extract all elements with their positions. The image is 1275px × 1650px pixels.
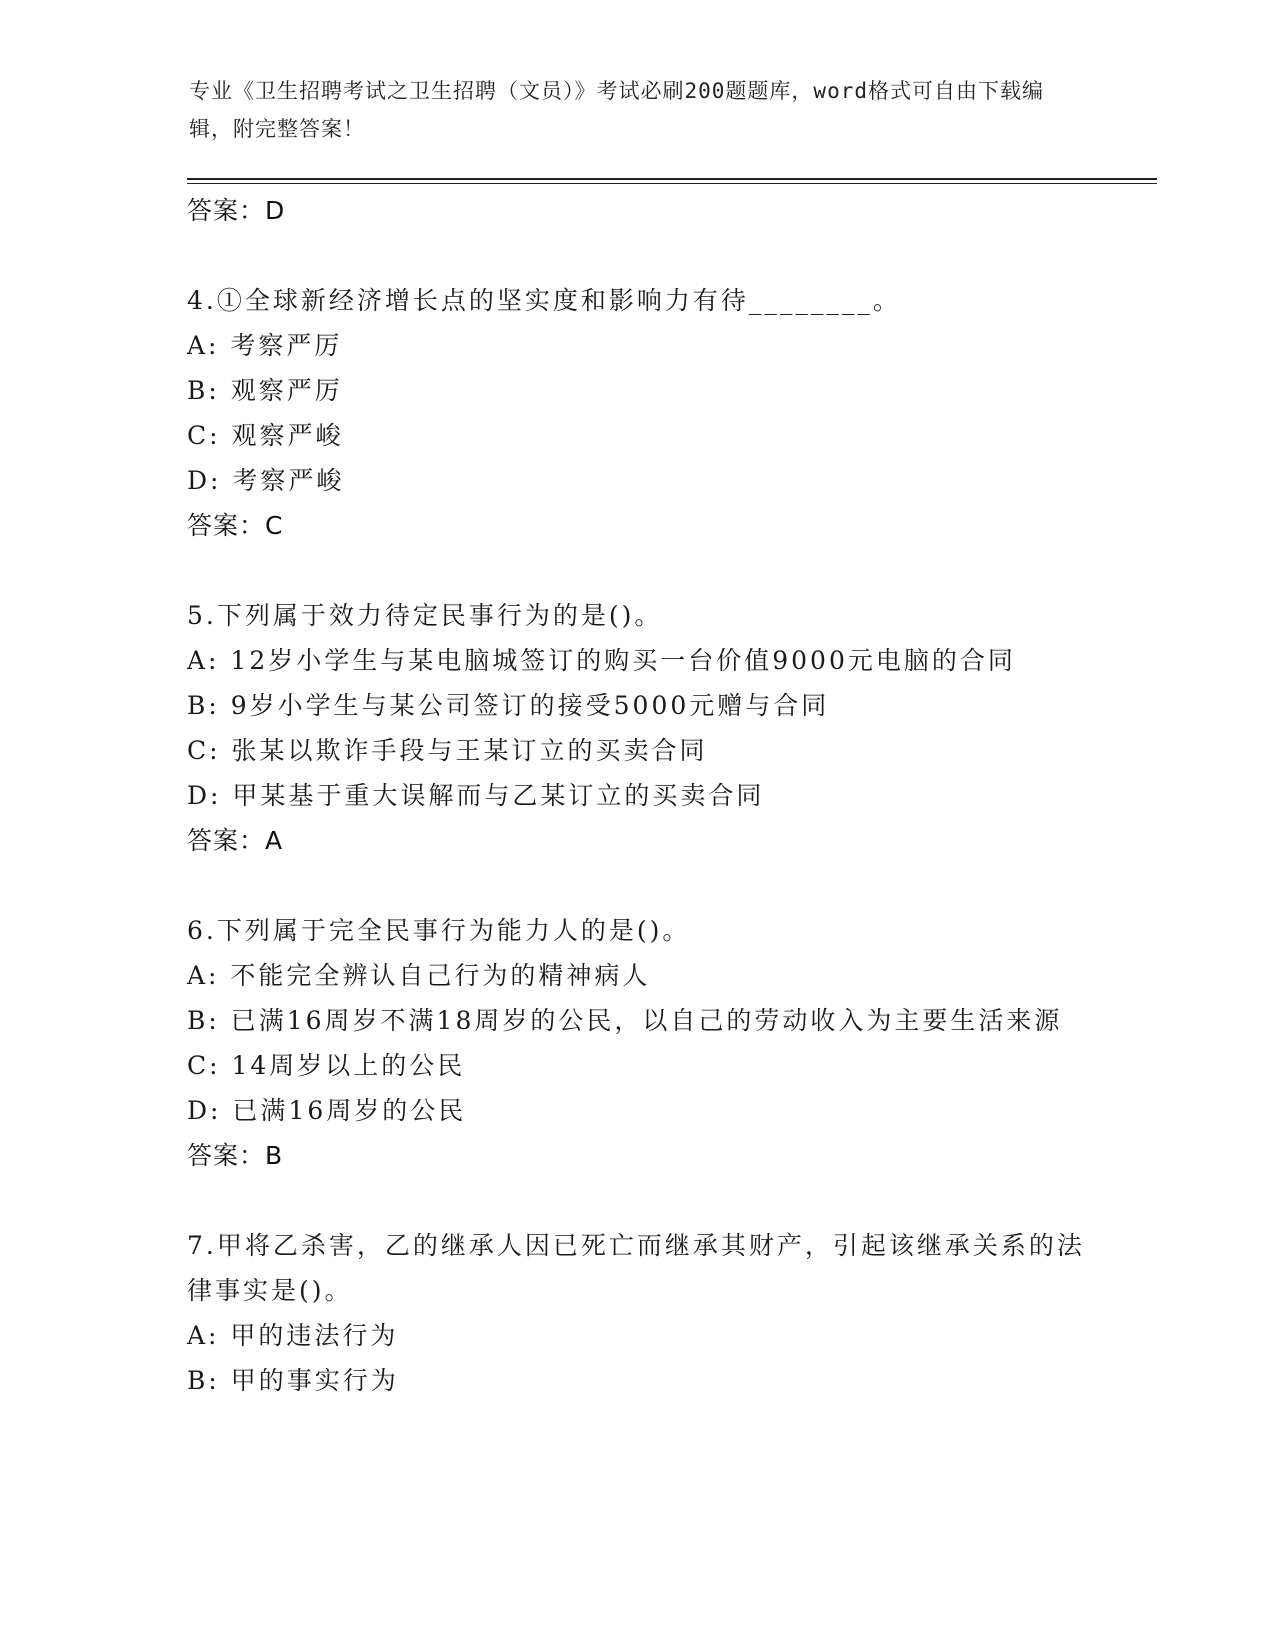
option-b: B: 观察严厉 xyxy=(187,376,343,405)
question-text: 5.下列属于效力待定民事行为的是()。 xyxy=(187,601,663,630)
question-text: 7.甲将乙杀害，乙的继承人因已死亡而继承其财产，引起该继承关系的法律事实是()。 xyxy=(187,1231,1085,1305)
option-c: C: 14周岁以上的公民 xyxy=(187,1051,466,1080)
answer-line: 答案：A xyxy=(187,826,284,855)
option-c: C: 观察严峻 xyxy=(187,421,344,450)
question-5 xyxy=(187,593,1087,864)
option-d: D: 甲某基于重大误解而与乙某订立的买卖合同 xyxy=(187,781,765,810)
question-6 xyxy=(187,908,1087,1179)
answer-line: 答案：B xyxy=(187,1141,284,1170)
option-d: D: 已满16周岁的公民 xyxy=(187,1096,467,1125)
question-7 xyxy=(187,1223,1087,1403)
answer-line: 答案：D xyxy=(187,196,286,225)
option-a: A: 12岁小学生与某电脑城签订的购买一台价值9000元电脑的合同 xyxy=(187,646,1016,675)
option-b: B: 9岁小学生与某公司签订的接受5000元赠与合同 xyxy=(187,691,830,720)
question-4 xyxy=(187,278,1087,549)
document-header: 专业《卫生招聘考试之卫生招聘（文员）》考试必刷200题题库，word格式可自由下载编辑，附完整答案！ xyxy=(189,79,1044,141)
option-c: C: 张某以欺诈手段与王某订立的买卖合同 xyxy=(187,736,708,765)
option-a: A: 不能完全辨认自己行为的精神病人 xyxy=(187,961,651,990)
option-b: B: 甲的事实行为 xyxy=(187,1366,399,1395)
option-a: A: 甲的违法行为 xyxy=(187,1321,399,1350)
header-rule-thick xyxy=(187,178,1157,180)
question-text: 4.①全球新经济增长点的坚实度和影响力有待________。 xyxy=(187,286,901,315)
option-d: D: 考察严峻 xyxy=(187,466,345,495)
option-b: B: 已满16周岁不满18周岁的公民，以自己的劳动收入为主要生活来源 xyxy=(187,1006,1063,1035)
option-a: A: 考察严厉 xyxy=(187,331,343,360)
question-text: 6.下列属于完全民事行为能力人的是()。 xyxy=(187,916,691,945)
header-rule-thin xyxy=(187,183,1157,184)
answer-line: 答案：C xyxy=(187,511,284,540)
document-body xyxy=(187,188,1087,1403)
